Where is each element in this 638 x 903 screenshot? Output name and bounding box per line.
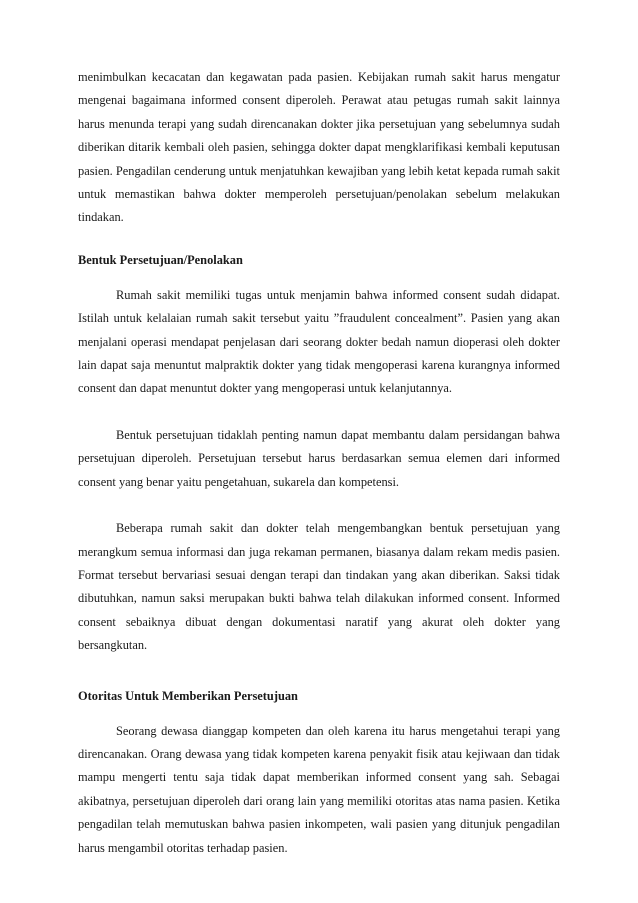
document-page	[78, 66, 560, 883]
section-heading-otoritas: Otoritas Untuk Memberikan Persetujuan	[78, 688, 298, 703]
paragraph-seorang-dewasa: Seorang dewasa dianggap kompeten dan oleh karena itu harus mengetahui terapi yang direncanakan. Orang dewasa yang tidak kompeten karena penyakit fisik atau kejiwaan dan tidak mampu mengerti tentu saja tidak dapat memberikan informed consent yang sah. Sebagai akibatnya, persetujuan diperoleh dari orang lain yang memiliki otoritas atas nama pasien. Ketika pengadilan telah memutuskan bahwa pasien inkompeten, wali pasien yang ditunjuk pengadilan harus mengambil otoritas terhadap pasien.	[78, 723, 560, 855]
paragraph-beberapa-rumah-sakit: Beberapa rumah sakit dan dokter telah mengembangkan bentuk persetujuan yang merangkum semua informasi dan juga rekaman permanen, biasanya dalam rekam medis pasien. Format tersebut bervariasi sesuai dengan terapi dan tindakan yang akan diberikan. Saksi tidak dibutuhkan, namun saksi merupakan bukti bahwa telah dilakukan informed consent. Informed consent sebaiknya dibuat dengan dokumentasi naratif yang akurat oleh dokter yang bersangkutan.	[78, 521, 560, 653]
intro-paragraph: menimbulkan kecacatan dan kegawatan pada pasien. Kebijakan rumah sakit harus mengatur mengenai bagaimana informed consent diperoleh. Perawat atau petugas rumah sakit lainnya harus menunda terapi yang sudah direncanakan dokter jika persetujuan yang sebelumnya sudah diberikan ditarik kembali oleh pasien, sehingga dokter dapat mengklarifikasi kembali keputusan pasien. Pengadilan cenderung untuk menjatuhkan kewajiban yang lebih ketat kepada rumah sakit untuk memastikan bahwa dokter memperoleh persetujuan/penolakan sebelum melakukan tindakan.	[78, 70, 560, 225]
paragraph-rumah-sakit: Rumah sakit memiliki tugas untuk menjamin bahwa informed consent sudah didapat. Istilah untuk kelalaian rumah sakit tersebut yaitu ”fraudulent concealment”. Pasien yang akan menjalani operasi mendapat penjelasan dari seorang dokter bedah namun dioperasi oleh dokter lain dapat saja menuntut malpraktik dokter yang tidak mengoperasi karena kurangnya informed consent dan dapat menuntut dokter yang mengoperasi untuk kelanjutannya.	[78, 287, 560, 396]
paragraph-bentuk-persetujuan: Bentuk persetujuan tidaklah penting namun dapat membantu dalam persidangan bahwa persetujuan diperoleh. Persetujuan tersebut harus berdasarkan semua elemen dari informed consent yang benar yaitu pengetahuan, sukarela dan kompetensi.	[78, 427, 560, 489]
section-heading-bentuk-persetujuan: Bentuk Persetujuan/Penolakan	[78, 252, 243, 267]
